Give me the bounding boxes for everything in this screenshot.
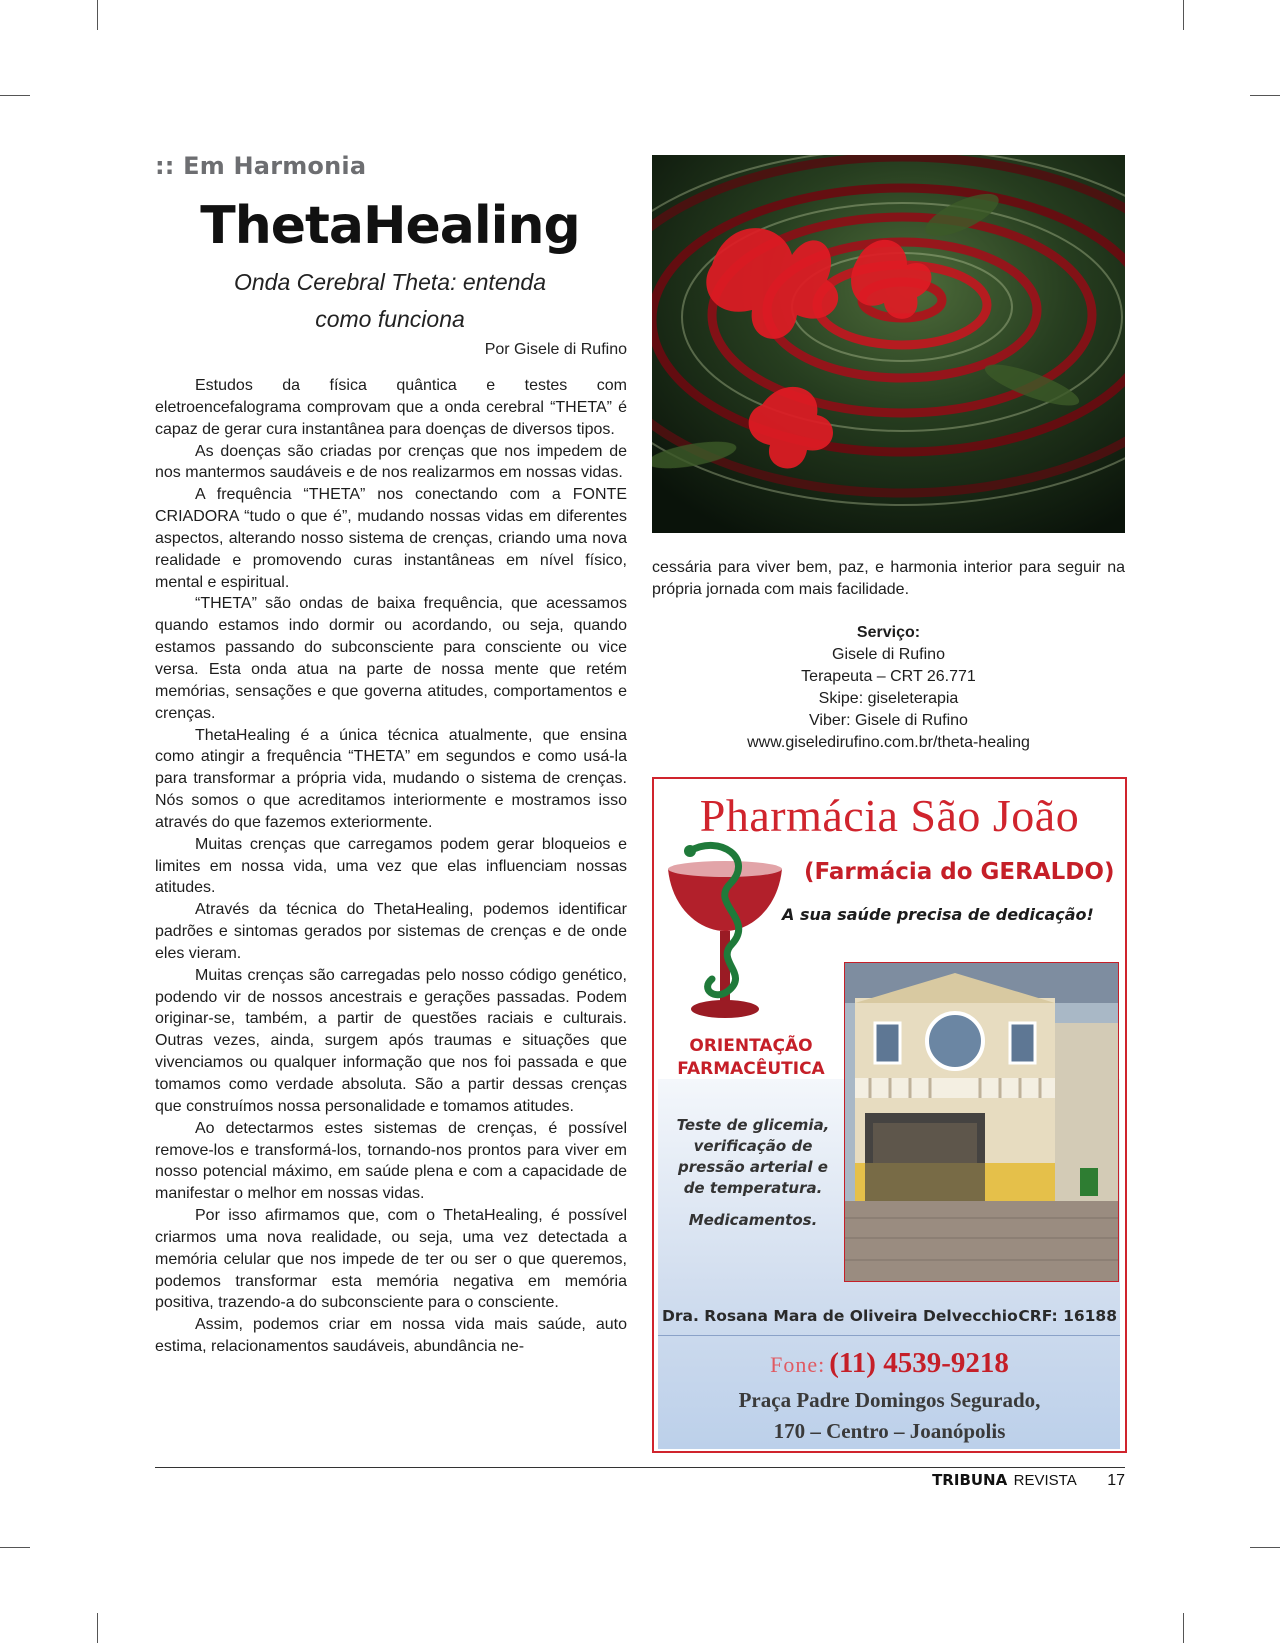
crop-mark: [97, 1613, 98, 1643]
crop-mark: [1250, 95, 1280, 96]
pharmacist-crf: CRF: 16188: [1018, 1307, 1117, 1325]
byline: Por Gisele di Rufino: [484, 341, 627, 358]
phone-number[interactable]: (11) 4539-9218: [829, 1347, 1009, 1379]
ad-phone: [654, 1347, 1125, 1380]
article-subtitle: Onda Cerebral Theta: entenda como funciona: [234, 269, 546, 332]
crop-mark: [1250, 1547, 1280, 1548]
article-body: [155, 375, 627, 1358]
ad-address: Praça Padre Domingos Segurado, 170 – Centro – Joanópolis: [738, 1388, 1041, 1443]
footer-divider: [155, 1467, 1125, 1468]
ad-subtitle: (Farmácia do GERALDO): [804, 859, 1115, 885]
page-footer: [932, 1471, 1125, 1490]
crop-mark: [1183, 0, 1184, 30]
paragraph: Muitas crenças são carregadas pelo nosso código genético, podendo vir de nossos ancestrais e gerações passadas. Podem originar-se, também, a partir de questões raciais e culturais. Outras vezes, ainda, surgem após traumas e situações que vivenciamos ou qualquer informação que nos foi passada e que tomamos como verdade absoluta. São a partir dessas crenças que construímos nossa personalidade e tomamos atitudes.: [155, 966, 627, 1115]
page-number: 17: [1107, 1472, 1125, 1489]
ad-services: Teste de glicemia, verificação de pressão arterial e de temperatura.: [676, 1116, 830, 1197]
pharmacy-bowl-snake-icon: [660, 839, 800, 1039]
ad-orientation: ORIENTAÇÃO FARMACÊUTICA: [677, 1036, 825, 1079]
service-website[interactable]: www.giseledirufino.com.br/theta-healing: [747, 734, 1030, 751]
ad-medicines: Medicamentos.: [688, 1211, 818, 1229]
paragraph: As doenças são criadas por crenças que nos impedem de nos mantermos saudáveis e de nos realizarmos em nossas vidas.: [155, 442, 627, 482]
service-box: [652, 622, 1125, 754]
pharmacist-name: Dra. Rosana Mara de Oliveira Delvecchio: [662, 1307, 1018, 1325]
paragraph: A frequência “THETA” nos conectando com a FONTE CRIADORA “tudo o que é”, mudando nossas vidas em diferentes aspectos, alterando nosso sistema de crenças, criando uma nova realidade e promovendo curas instantâneas em nível físico, mental e espiritual.: [155, 486, 627, 591]
service-line: Skipe: giseleterapia: [818, 690, 959, 707]
service-line: Terapeuta – CRT 26.771: [801, 668, 976, 685]
ad-pharmacy-name: Pharmácia São João: [699, 790, 1080, 841]
paragraph: Assim, podemos criar em nossa vida mais saúde, auto estima, relacionamentos saudáveis, abundância ne-: [155, 1316, 627, 1356]
paragraph: ThetaHealing é a única técnica atualmente, que ensina como atingir a frequência “THETA” em segundos e como usá-la para transformar a própria vida, mudando o sistema de crenças. Nós somos o que acreditamos interiormente e mostramos isso através do que fazemos exteriormente.: [155, 726, 627, 831]
ad-pharmacist: [662, 1307, 1117, 1325]
service-line: Viber: Gisele di Rufino: [809, 712, 968, 729]
paragraph: Através da técnica do ThetaHealing, podemos identificar padrões e sintomas gerados por sistemas de crenças e de onde eles vieram.: [155, 901, 627, 962]
article-photo: [652, 155, 1125, 533]
paragraph: Muitas crenças que carregamos podem gerar bloqueios e limites em nossa vida, uma vez que elas influenciam nossas atitudes.: [155, 835, 627, 897]
paragraph: Ao detectarmos estes sistemas de crenças, é possível remove-los e transformá-los, tornando-nos prontos para viver em nosso potencial máximo, em saúde plena e com a capacidade de manifestar o melhor em nossas vidas.: [155, 1119, 627, 1203]
phone-label: Fone:: [770, 1352, 826, 1377]
crop-mark: [0, 95, 30, 96]
paragraph: “THETA” são ondas de baixa frequência, que acessamos quando estamos indo dormir ou acordando, ou seja, quando estamos passando do subconsciente para consciente ou vice versa. Esta onda atua na parte de nossa mente que retém memórias, sensações e que governa atitudes, comportamentos e crenças.: [155, 595, 627, 722]
service-heading: Serviço:: [856, 624, 921, 641]
pharmacy-building-photo: [844, 962, 1119, 1282]
ad-divider: [658, 1335, 1120, 1336]
footer-brand: TRIBUNA: [932, 1471, 1008, 1489]
paragraph: Estudos da física quântica e testes com eletroencefalograma comprovam que a onda cerebral “THETA” é capaz de gerar cura instantânea para doenças de diversos tipos.: [155, 377, 627, 438]
service-line: Gisele di Rufino: [832, 646, 945, 663]
paragraph: Por isso afirmamos que, com o ThetaHealing, é possível criarmos uma nova realidade, ou seja, uma vez detectada a memória celular que nos impede de ter ou ser o que queremos, podemos transformar esta memória negativa em memória positiva, trazendo-a do subconsciente para o consciente.: [155, 1207, 627, 1312]
section-tag: :: Em Harmonia: [155, 152, 367, 180]
article-title: ThetaHealing: [200, 196, 580, 256]
crop-mark: [1183, 1613, 1184, 1643]
crop-mark: [97, 0, 98, 30]
ad-tagline: A sua saúde precisa de dedicação!: [782, 905, 1094, 924]
pharmacy-ad: [652, 777, 1127, 1453]
article-continuation: cessária para viver bem, paz, e harmonia interior para seguir na própria jornada com mais facilidade.: [652, 559, 1125, 598]
crop-mark: [0, 1547, 30, 1548]
footer-magazine: REVISTA: [1013, 1472, 1077, 1489]
